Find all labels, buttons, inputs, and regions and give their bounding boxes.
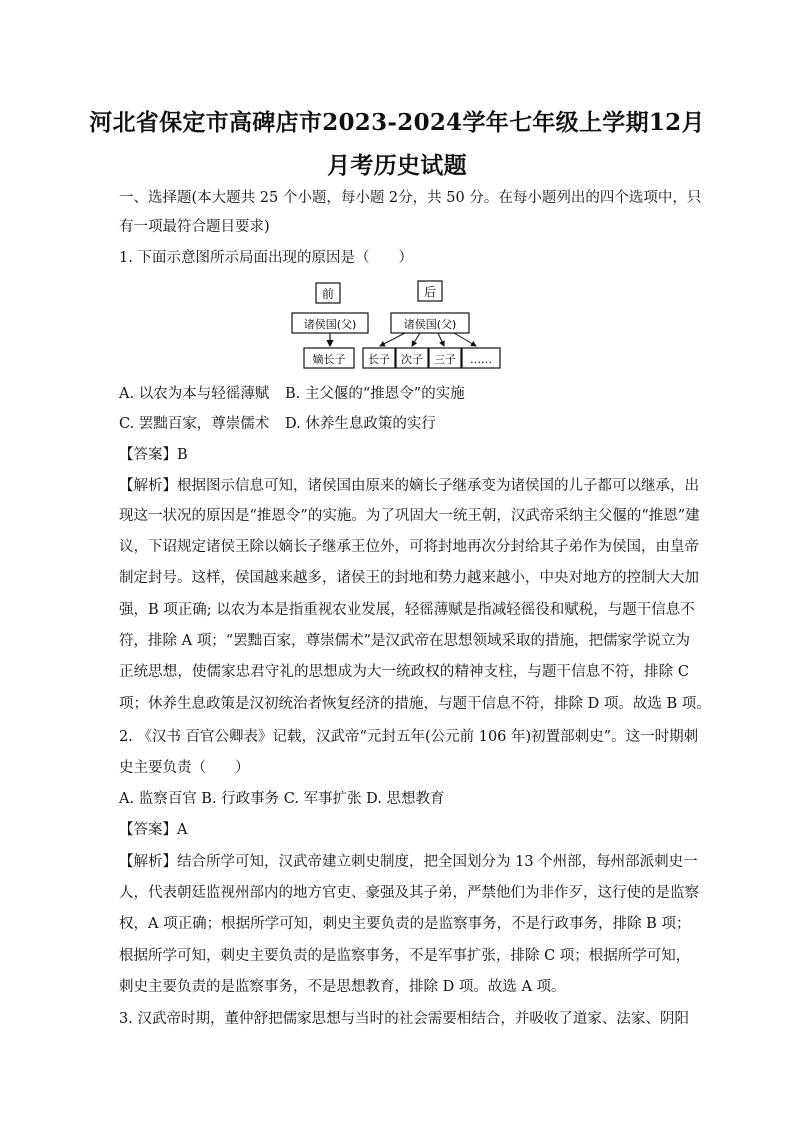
son-arrow-2 — [412, 333, 420, 346]
q1-analysis-line: 符，排除 A 项；“罢黜百家，尊崇儒术”是汉武帝在思想领域采取的措施，把儒家学说立为 — [119, 633, 691, 649]
son-arrow-1 — [380, 333, 405, 346]
q1-options-row2 — [119, 414, 689, 434]
q1-option-a: A. 以农为本与轻徭薄赋 — [119, 386, 270, 402]
q2-analysis-line: 权，A 项正确；根据所学可知，刺史主要负责的是监察事务，不是行政事务，排除 B 项； — [119, 916, 691, 932]
q1-analysis-line: 强，B 项正确; 以农为本是指重视农业发展，轻徭薄赋是指减轻徭役和赋税，与题干信息不 — [119, 602, 695, 618]
son-arrow-4 — [454, 333, 476, 346]
q2-analysis-line: 根据所学可知，刺史主要负责的是监察事务，不是军事扩张，排除 C 项；根据所学可知， — [119, 948, 691, 964]
state-before-label: 诸侯国(父) — [303, 318, 357, 331]
q1-stem: 1. 下面示意图所示局面出现的原因是（ ） — [119, 250, 413, 266]
q1-analysis-line: 项；休养生息政策是汉初统治者恢复经济的措施，与题干信息不符，排除 D 项。故选 B 项。 — [119, 696, 711, 712]
q2-answer: 【答案】A — [119, 822, 188, 838]
q1-option-b: B. 主父偃的“推恩令”的实施 — [285, 386, 465, 402]
son-label-3: 三子 — [434, 353, 456, 366]
q1-answer: 【答案】B — [119, 447, 188, 463]
q2-analysis-line: 刺史主要负责的是监察事务，不是思想教育，排除 D 项。故选 A 项。 — [119, 979, 566, 995]
q1-analysis-line: 【解析】根据图示信息可知，诸侯国由原来的嫡长子继承变为诸侯国的儿子都可以继承，出 — [119, 478, 699, 494]
son-label-1: 长子 — [368, 353, 390, 366]
q2-stem-line1: 2. 《汉书 百官公卿表》记载，汉武帝“元封五年(公元前 106 年)初置部刺史”。这一时期刺 — [119, 729, 699, 745]
q3-stem-line1: 3. 汉武帝时期，董仲舒把儒家思想与当时的社会需要相结合，并吸收了道家、法家、阴阳 — [119, 1011, 689, 1027]
q1-analysis-line: 正统思想，使儒家忠君守礼的思想成为大一统政权的精神支柱，与题干信息不符，排除 C — [119, 664, 689, 680]
q2-analysis-line: 【解析】结合所学可知，汉武帝建立刺史制度，把全国划分为 13 个州部，每州部派刺史一 — [119, 854, 698, 870]
son-label-2: 次子 — [401, 353, 423, 366]
q1-option-c: C. 罢黜百家，尊崇儒术 — [119, 416, 270, 432]
q2-stem-line2: 史主要负责（ ） — [119, 760, 250, 776]
q1-analysis-line: 议，下诏规定诸侯王除以嫡长子继承王位外，可将封地再次分封给其子弟作为侯国，由皇帝 — [119, 539, 699, 555]
q2-options: A. 监察百官 B. 行政事务 C. 军事扩张 D. 思想教育 — [119, 791, 445, 807]
state-after-label: 诸侯国(父) — [403, 318, 457, 331]
document-title-line2: 月考历史试题 — [327, 152, 467, 179]
section-heading-line2: 有一项最符合题目要求) — [119, 219, 270, 235]
q1-analysis-line: 现这一状况的原因是“推恩令”的实施。为了巩固大一统王朝，汉武帝采纳主父偃的“推恩”建 — [119, 508, 700, 524]
document-title-line1: 河北省保定市高碑店市2023-2024学年七年级上学期12月 — [89, 109, 705, 136]
son-arrow-3 — [438, 333, 444, 346]
q1-option-d: D. 休养生息政策的实行 — [285, 416, 436, 432]
q1-inheritance-diagram — [290, 280, 510, 372]
heir-label: 嫡长子 — [312, 353, 346, 366]
section-heading-line1: 一、选择题(本大题共 25 个小题，每小题 2分，共 50 分。在每小题列出的四个选项中，只 — [119, 190, 702, 206]
q1-options-row1 — [119, 384, 689, 404]
q2-analysis-line: 人，代表朝廷监视州部内的地方官吏、豪强及其子弟，严禁他们为非作歹，这行使的是监察 — [119, 885, 699, 901]
son-label-4: …… — [470, 353, 492, 366]
after-label: 后 — [423, 285, 437, 299]
before-label: 前 — [321, 287, 335, 301]
q1-analysis-line: 制定封号。这样，侯国越来越多，诸侯王的封地和势力越来越小，中央对地方的控制大大加 — [119, 570, 699, 586]
